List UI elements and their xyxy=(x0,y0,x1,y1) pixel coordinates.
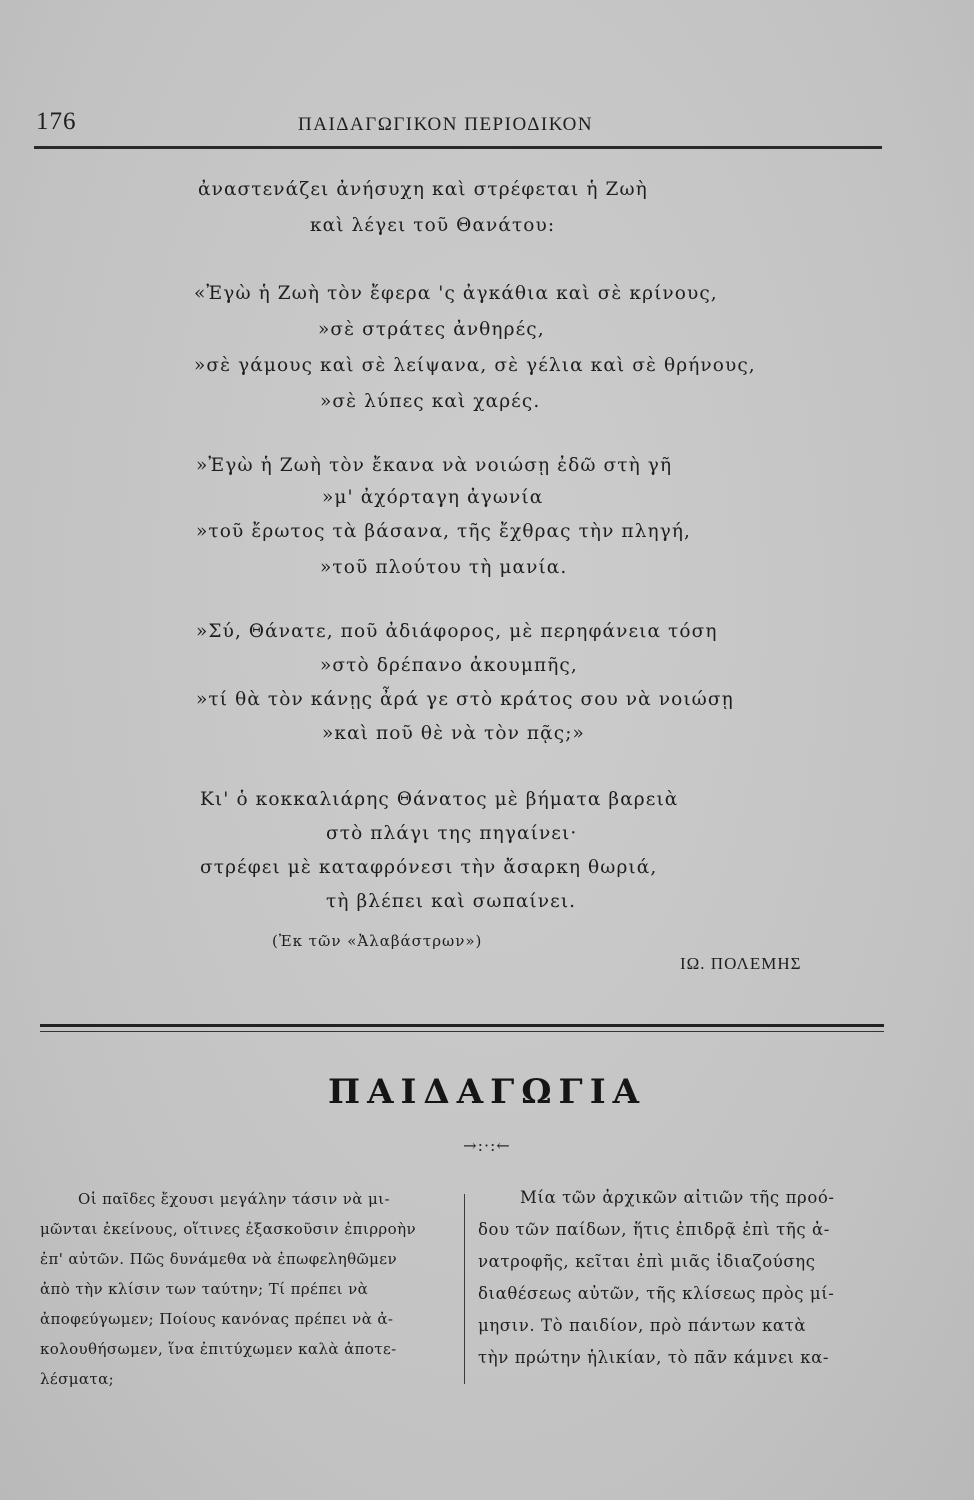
poem-line: »τί θὰ τὸν κάνῃς ἆρά γε στὸ κράτος σου νὰ νοιώσῃ xyxy=(196,689,734,710)
page-number: 176 xyxy=(36,108,77,135)
journal-title: ΠΑΙΔΑΓΩΓΙΚΟΝ ΠΕΡΙΟΔΙΚΟΝ xyxy=(298,114,594,135)
section-rule-thin xyxy=(40,1031,884,1032)
poem-line: »Ἐγὼ ἡ Ζωὴ τὸν ἔκανα νὰ νοιώσῃ ἐδῶ στὴ γῆ xyxy=(196,455,673,476)
column-line: μησιν. Τὸ παιδίον, πρὸ πάντων κατὰ xyxy=(478,1316,807,1335)
column-line: μῶνται ἐκείνους, οἵτινες ἐξασκοῦσιν ἐπιρροὴν xyxy=(40,1220,416,1238)
poem-line: »μ' ἀχόρταγη ἀγωνία xyxy=(322,487,544,508)
column-line: ἀποφεύγωμεν; Ποίους κανόνας πρέπει νὰ ἀ- xyxy=(40,1310,394,1328)
page-header xyxy=(36,108,882,144)
poem-author: ΙΩ. ΠΟΛΕΜΗΣ xyxy=(680,954,802,973)
poem-line: »σὲ λύπες καὶ χαρές. xyxy=(320,391,541,412)
column-line: κολουθήσωμεν, ἵνα ἐπιτύχωμεν καλὰ ἀποτε- xyxy=(40,1340,397,1358)
column-line: Οἱ παῖδες ἔχουσι μεγάλην τάσιν νὰ μι- xyxy=(78,1190,390,1208)
section-title: ΠΑΙΔΑΓΩΓΙΑ xyxy=(328,1072,646,1112)
poem-line: »σὲ γάμους καὶ σὲ λείψανα, σὲ γέλια καὶ σὲ θρήνους, xyxy=(194,355,756,376)
header-rule xyxy=(34,146,882,149)
poem-source: (Ἐκ τῶν «Ἀλαβάστρων») xyxy=(272,932,483,950)
poem-line: »σὲ στράτες ἀνθηρές, xyxy=(318,319,545,340)
column-line: ἀπὸ τὴν κλίσιν των ταύτην; Τί πρέπει νὰ xyxy=(40,1280,369,1298)
poem-line: »στὸ δρέπανο ἀκουμπῆς, xyxy=(320,655,578,676)
poem-line: καὶ λέγει τοῦ Θανάτου: xyxy=(310,215,556,236)
column-line: νατροφῆς, κεῖται ἐπὶ μιᾶς ἰδιαζούσης xyxy=(478,1252,816,1271)
poem-line: »τοῦ πλούτου τὴ μανία. xyxy=(320,557,568,578)
poem-line: »τοῦ ἔρωτος τὰ βάσανα, τῆς ἔχθρας τὴν πληγή, xyxy=(196,521,692,542)
poem-line: στὸ πλάγι της πηγαίνει· xyxy=(326,823,578,844)
column-line: δου τῶν παίδων, ἥτις ἐπιδρᾷ ἐπὶ τῆς ἀ- xyxy=(478,1220,830,1239)
column-divider xyxy=(464,1194,465,1384)
ornament-divider: →:·:← xyxy=(463,1136,511,1155)
poem-line: ἀναστενάζει ἀνήσυχη καὶ στρέφεται ἡ Ζωὴ xyxy=(198,179,648,200)
poem-line: «Ἐγὼ ἡ Ζωὴ τὸν ἔφερα 'ς ἀγκάθια καὶ σὲ κρίνους, xyxy=(194,283,718,304)
poem-line: Κι' ὁ κοκκαλιάρης Θάνατος μὲ βήματα βαρειὰ xyxy=(200,789,679,810)
column-line: διαθέσεως αὐτῶν, τῆς κλίσεως πρὸς μί- xyxy=(478,1284,835,1303)
poem-line: »καὶ ποῦ θὲ νὰ τὸν πᾷς;» xyxy=(322,723,585,744)
poem-line: στρέφει μὲ καταφρόνεσι τὴν ἄσαρκη θωριά, xyxy=(200,857,658,878)
column-line: λέσματα; xyxy=(40,1370,115,1388)
section-rule-thick xyxy=(40,1024,884,1027)
column-line: Μία τῶν ἀρχικῶν αἰτιῶν τῆς προό- xyxy=(520,1188,835,1207)
column-line: τὴν πρώτην ἡλικίαν, τὸ πᾶν κάμνει κα- xyxy=(478,1348,830,1367)
poem-line: τὴ βλέπει καὶ σωπαίνει. xyxy=(326,891,577,912)
poem-line: »Σύ, Θάνατε, ποῦ ἀδιάφορος, μὲ περηφάνεια τόση xyxy=(196,621,718,642)
column-line: ἐπ' αὐτῶν. Πῶς δυνάμεθα νὰ ἐπωφεληθῶμεν xyxy=(40,1250,397,1268)
